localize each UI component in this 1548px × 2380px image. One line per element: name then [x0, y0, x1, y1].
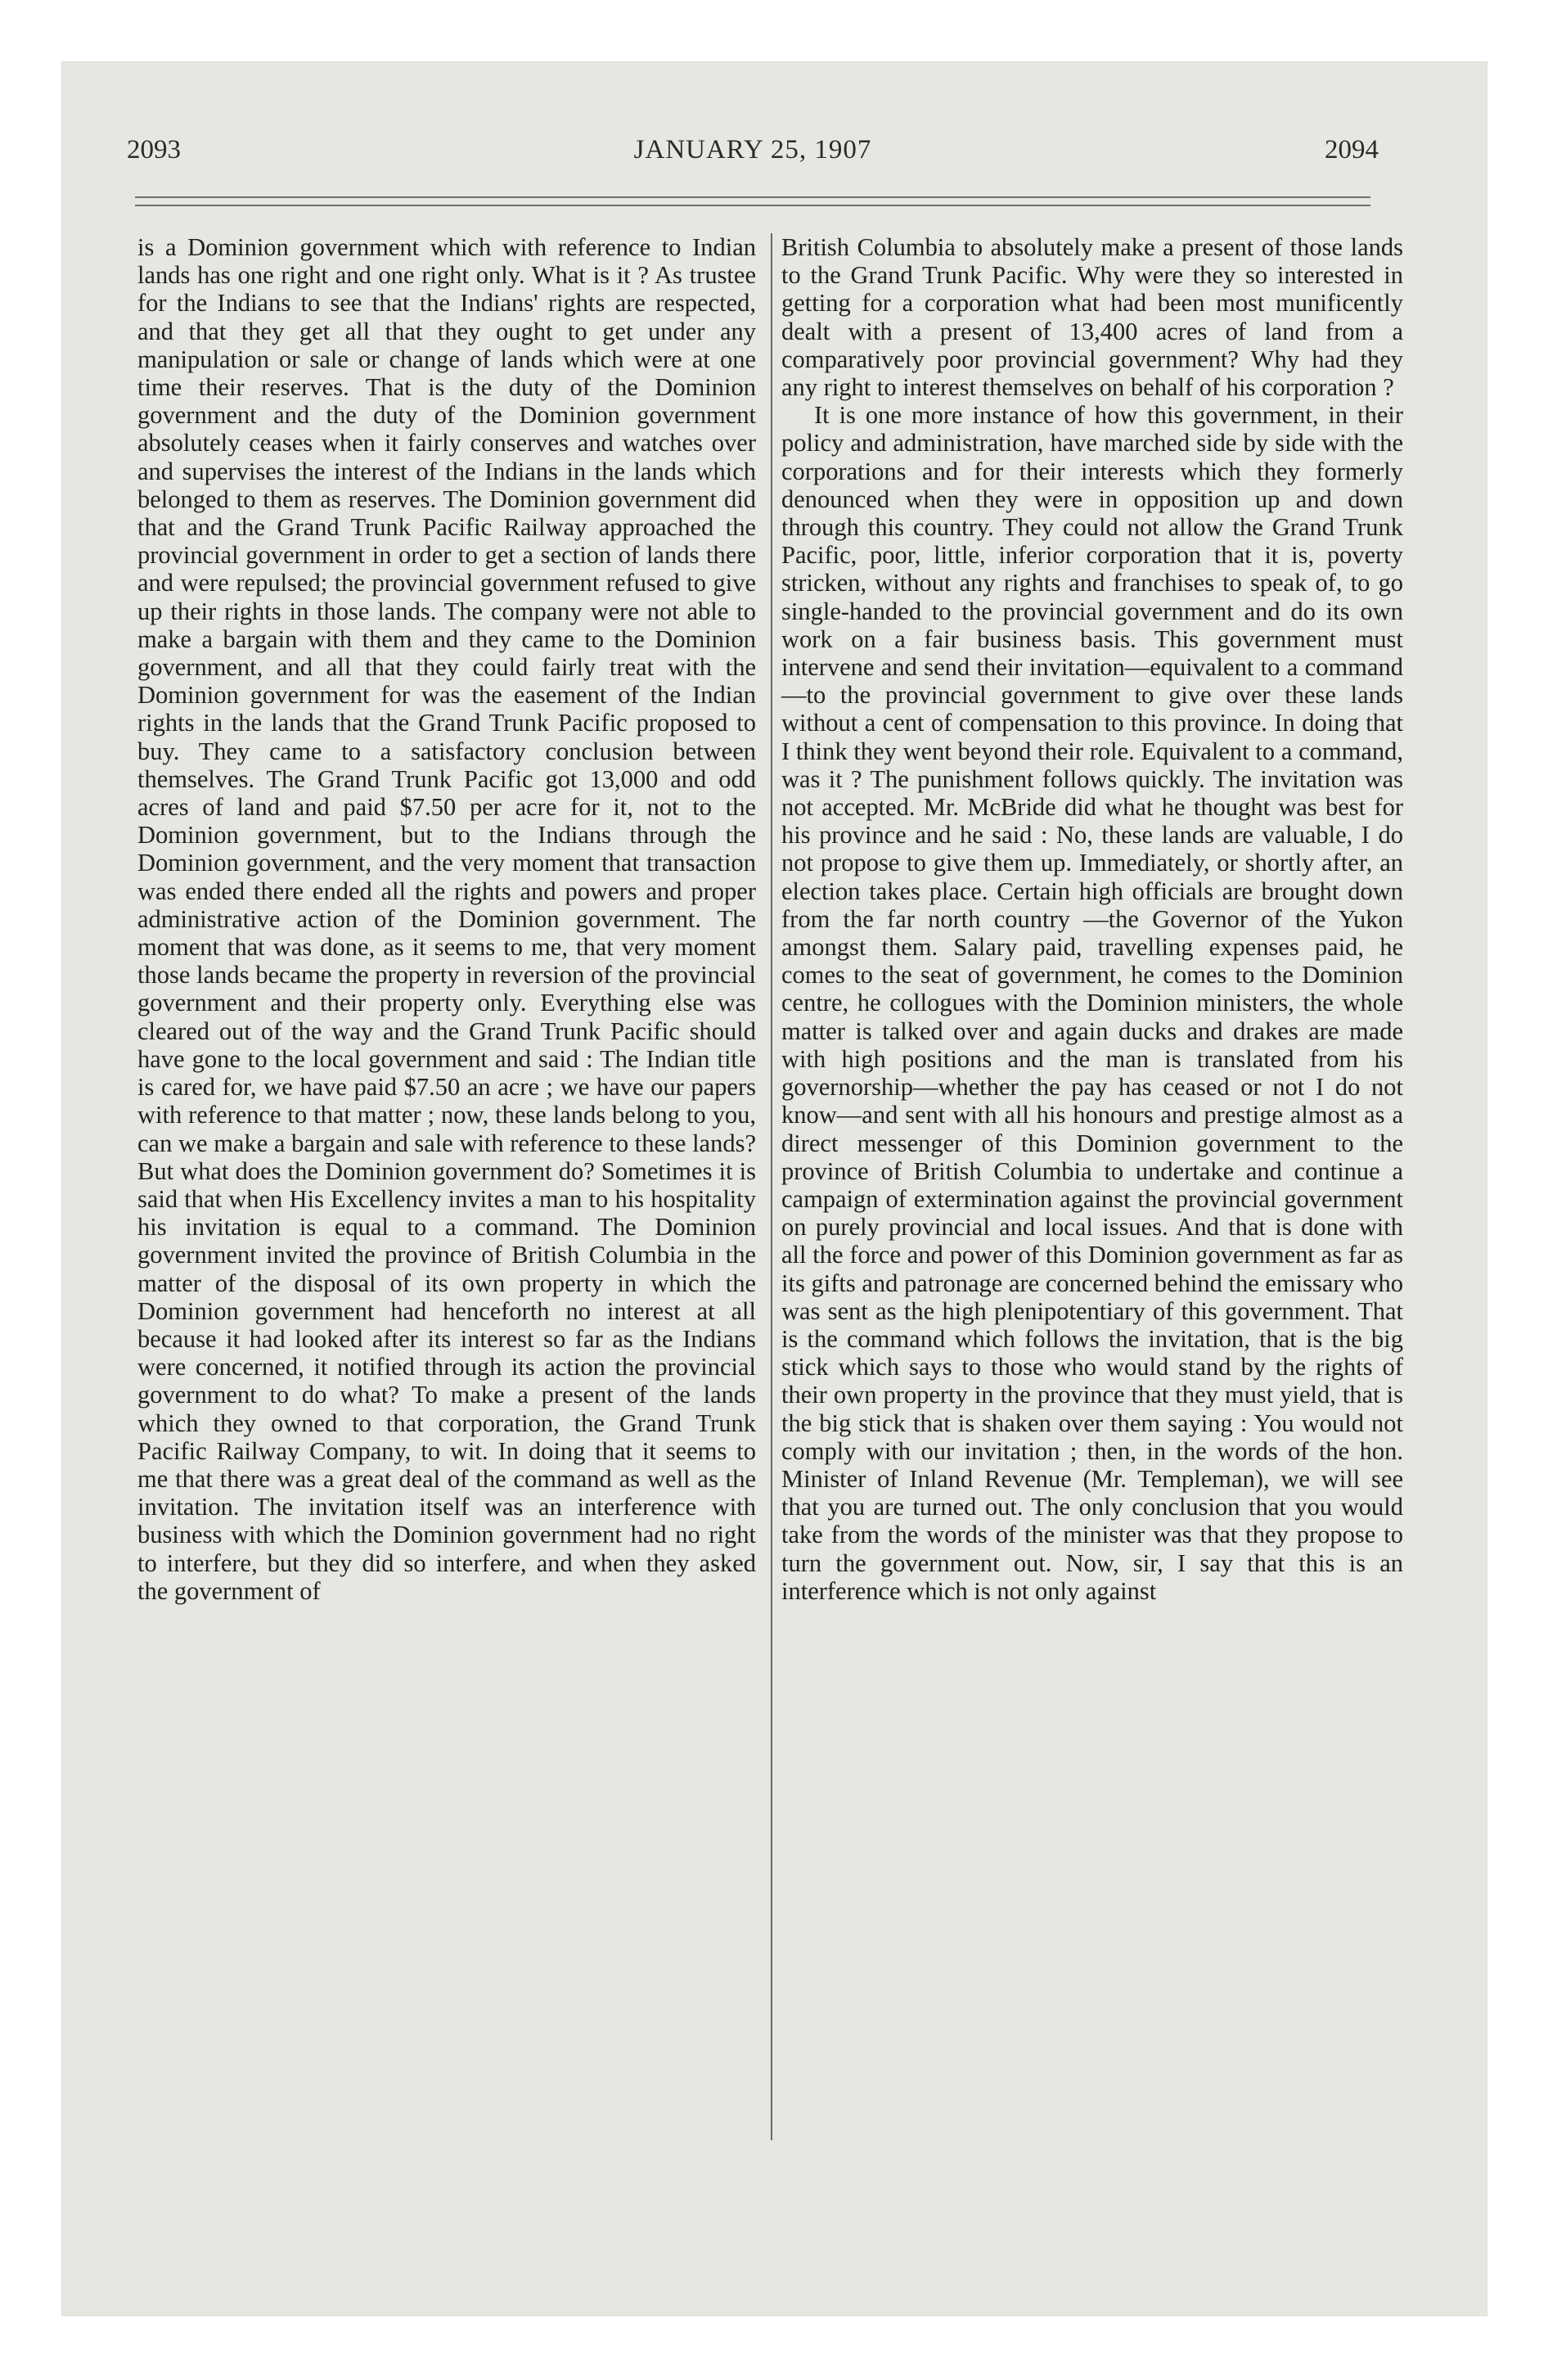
left-column: [137, 233, 756, 1605]
page-number-right: 2094: [1325, 135, 1379, 165]
right-column: [781, 233, 1403, 1605]
right-paragraph-2: It is one more instance of how this government, in their policy and administration, have marched side by side with the corporations and for their interests which they formerly denounced when they were in opposition up and down through this country. They could not allow the Grand Trunk Pacific, poor, little, inferior corporation that it is, poverty stricken, without any rights and franchises to speak of, to go single-handed to the provincial government and do its own work on a fair business basis. This government must intervene and send their invitation—equivalent to a command—to the provincial government to give over these lands without a cent of compensation to this province. In doing that I think they went beyond their role. Equivalent to a command, was it ? The punishment follows quickly. The invitation was not accepted. Mr. McBride did what he thought was best for his province and he said : No, these lands are valuable, I do not propose to give them up. Immediately, or shortly after, an election takes place. Certain high officials are brought down from the far north country —the Governor of the Yukon amongst them. Salary paid, travelling expenses paid, he comes to the seat of government, he comes to the Dominion centre, he collogues with the Dominion ministers, the whole matter is talked over and again ducks and drakes are made with high positions and the man is translated from his governorship—whether the pay has ceased or not I do not know—and sent with all his honours and prestige almost as a direct messenger of this Dominion government to the province of British Columbia to undertake and continue a campaign of extermination against the provincial government on purely provincial and local issues. And that is done with all the force and power of this Dominion government as far as its gifts and patronage are concerned behind the emissary who was sent as the high plenipotentiary of this government. That is the command which follows the invitation, that is the big stick which says to those who would stand by the rights of their own property in the province that they must yield, that is the big stick that is shaken over them saying : You would not comply with our invitation ; then, in the words of the hon. Minister of Inland Revenue (Mr. Templeman), we will see that you are turned out. The only conclusion that you would take from the words of the minister was that they propose to turn the government out. Now, sir, I say that this is an interference which is not only against: [781, 401, 1403, 1605]
left-paragraph-1: is a Dominion government which with reference to Indian lands has one right and one right only. What is it ? As trustee for the Indians to see that the Indians' rights are respected, and that they get all that they ought to get under any manipulation or sale or change of lands which were at one time their reserves. That is the duty of the Dominion government and the duty of the Dominion government absolutely ceases when it fairly conserves and watches over and supervises the interest of the Indians in the lands which belonged to them as reserves. The Dominion government did that and the Grand Trunk Pacific Railway approached the provincial government in order to get a section of lands there and were repulsed; the provincial government refused to give up their rights in those lands. The company were not able to make a bargain with them and they came to the Dominion government, and all that they could fairly treat with the Dominion government for was the easement of the Indian rights in the lands that the Grand Trunk Pacific proposed to buy. They came to a satisfactory conclusion between themselves. The Grand Trunk Pacific got 13,000 and odd acres of land and paid $7.50 per acre for it, not to the Dominion government, but to the Indians through the Dominion government, and the very moment that transaction was ended there ended all the rights and powers and proper administrative action of the Dominion government. The moment that was done, as it seems to me, that very moment those lands became the property in reversion of the provincial government and their property only. Everything else was cleared out of the way and the Grand Trunk Pacific should have gone to the local government and said : The Indian title is cared for, we have paid $7.50 an acre ; we have our papers with reference to that matter ; now, these lands belong to you, can we make a bargain and sale with reference to these lands? But what does the Dominion government do? Sometimes it is said that when His Excellency invites a man to his hospitality his invitation is equal to a command. The Dominion government invited the province of British Columbia in the matter of the disposal of its own property in which the Dominion government had henceforth no interest at all because it had looked after its interest so far as the Indians were concerned, it notified through its action the provincial government to do what? To make a present of the lands which they owned to that corporation, the Grand Trunk Pacific Railway Company, to wit. In doing that it seems to me that there was a great deal of the command as well as the invitation. The invitation itself was an interference with business with which the Dominion government had no right to interfere, but they did so interfere, and when they asked the government of: [137, 233, 756, 1605]
page-date: JANUARY 25, 1907: [633, 135, 872, 165]
page-header: [127, 135, 1379, 176]
header-rule-bottom: [135, 205, 1370, 206]
column-divider: [771, 233, 772, 2140]
header-rule-top: [135, 196, 1370, 198]
page-number-left: 2093: [127, 135, 181, 165]
right-paragraph-1: British Columbia to absolutely make a present of those lands to the Grand Trunk Pacific. Why were they so interested in getting for a corporation what had been most munificently dealt with a present of 13,400 acres of land from a comparatively poor provincial government? Why had they any right to interest themselves on behalf of his corporation ?: [781, 233, 1403, 402]
